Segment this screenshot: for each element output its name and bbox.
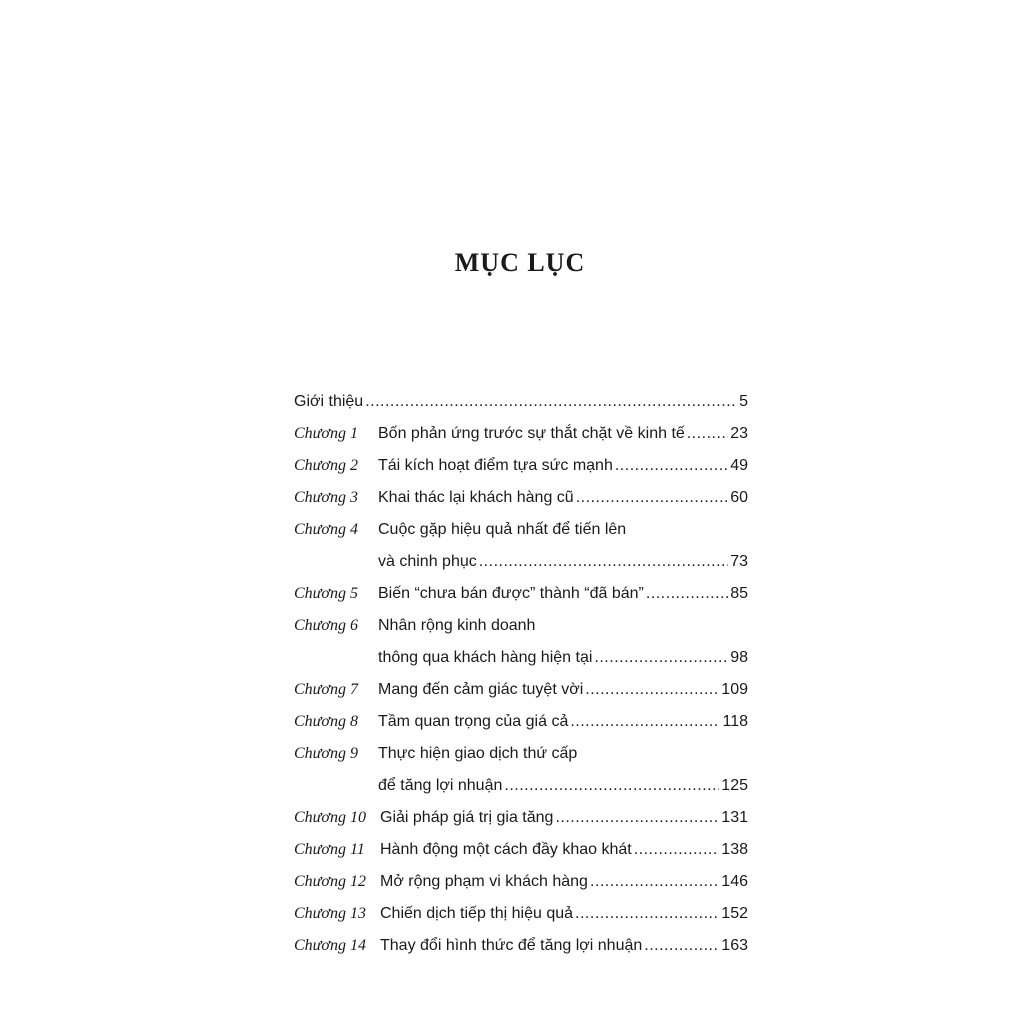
chapter-title: và chinh phục [378, 553, 477, 570]
chapter-title: Tái kích hoạt điểm tựa sức mạnh [378, 457, 613, 474]
toc-chapter-entry [294, 482, 748, 514]
dot-leader [615, 457, 728, 475]
toc-page-number: 60 [730, 489, 748, 506]
chapter-number: Chương 14 [294, 937, 366, 954]
chapter-number: Chương 3 [294, 489, 358, 506]
toc-page-number: 23 [730, 425, 748, 442]
dot-leader [365, 393, 737, 411]
toc-chapter-entry [294, 450, 748, 482]
chapter-number: Chương 1 [294, 425, 358, 442]
toc-entry-label: Giới thiệu [294, 393, 364, 410]
chapter-number: Chương 8 [294, 713, 358, 730]
chapter-number: Chương 5 [294, 585, 358, 602]
toc-chapter-entry [294, 674, 748, 706]
chapter-number: Chương 13 [294, 905, 366, 922]
chapter-title: Thực hiện giao dịch thứ cấp [378, 745, 578, 762]
dot-leader [575, 905, 719, 923]
toc-chapter-entry [294, 514, 748, 546]
toc-page-number: 163 [721, 937, 748, 954]
toc-page-number: 131 [721, 809, 748, 826]
chapter-title: Bốn phản ứng trước sự thắt chặt về kinh tế [378, 425, 685, 442]
toc-chapter-entry [294, 418, 748, 450]
chapter-number: Chương 11 [294, 841, 365, 858]
dot-leader [504, 777, 719, 795]
toc-chapter-entry [294, 802, 748, 834]
toc-chapter-entry [294, 610, 748, 642]
chapter-number: Chương 7 [294, 681, 358, 698]
toc-chapter-entry [294, 866, 748, 898]
dot-leader [644, 937, 719, 955]
chapter-title: Thay đổi hình thức để tăng lợi nhuận [380, 937, 643, 954]
toc-page-number: 146 [721, 873, 748, 890]
dot-leader [594, 649, 728, 667]
chapter-title: Hành động một cách đầy khao khát [380, 841, 632, 858]
chapter-title: Biến “chưa bán được” thành “đã bán” [378, 585, 644, 602]
chapter-title: Giải pháp giá trị gia tăng [380, 809, 554, 826]
toc-page-number: 118 [722, 713, 748, 730]
chapter-title: Cuộc gặp hiệu quả nhất để tiến lên [378, 521, 627, 538]
chapter-number: Chương 12 [294, 873, 366, 890]
toc-entry-intro [294, 386, 748, 418]
dot-leader [646, 585, 728, 603]
toc-chapter-entry [294, 738, 748, 770]
chapter-number: Chương 6 [294, 617, 358, 634]
chapter-title: Mở rộng phạm vi khách hàng [380, 873, 588, 890]
chapter-number: Chương 10 [294, 809, 366, 826]
toc-chapter-entry [294, 578, 748, 610]
dot-leader [590, 873, 719, 891]
chapter-title: Khai thác lại khách hàng cũ [378, 489, 574, 506]
toc-page-number: 73 [730, 553, 748, 570]
toc-page-number: 125 [721, 777, 748, 794]
dot-leader [687, 425, 728, 443]
dot-leader [570, 713, 720, 731]
toc-chapter-entry [294, 930, 748, 962]
chapter-title: Nhân rộng kinh doanh [378, 617, 536, 634]
dot-leader [634, 841, 720, 859]
toc-page-number: 138 [721, 841, 748, 858]
toc-chapter-entry-continuation [294, 642, 748, 674]
toc-page-number: 152 [721, 905, 748, 922]
toc-chapter-entry [294, 706, 748, 738]
toc-chapter-entry-continuation [294, 770, 748, 802]
dot-leader [576, 489, 729, 507]
chapter-title: thông qua khách hàng hiện tại [378, 649, 593, 666]
chapter-title: Mang đến cảm giác tuyệt vời [378, 681, 584, 698]
chapter-title: để tăng lợi nhuận [378, 777, 503, 794]
toc-chapter-entry [294, 898, 748, 930]
toc-page-number: 49 [730, 457, 748, 474]
toc-page-number: 5 [739, 393, 748, 410]
chapter-number: Chương 2 [294, 457, 358, 474]
dot-leader [479, 553, 728, 571]
chapter-number: Chương 4 [294, 521, 358, 538]
page-title: MỤC LỤC [454, 248, 586, 277]
toc-page-number: 85 [730, 585, 748, 602]
toc-chapter-entry-continuation [294, 546, 748, 578]
toc-page-number: 109 [721, 681, 748, 698]
chapter-title: Tầm quan trọng của giá cả [378, 713, 569, 730]
toc-chapter-entry [294, 834, 748, 866]
toc-page-number: 98 [730, 649, 748, 666]
table-of-contents [294, 386, 748, 962]
chapter-title: Chiến dịch tiếp thị hiệu quả [380, 905, 574, 922]
dot-leader [585, 681, 719, 699]
chapter-number: Chương 9 [294, 745, 358, 762]
chapter-list [294, 418, 748, 962]
dot-leader [555, 809, 719, 827]
